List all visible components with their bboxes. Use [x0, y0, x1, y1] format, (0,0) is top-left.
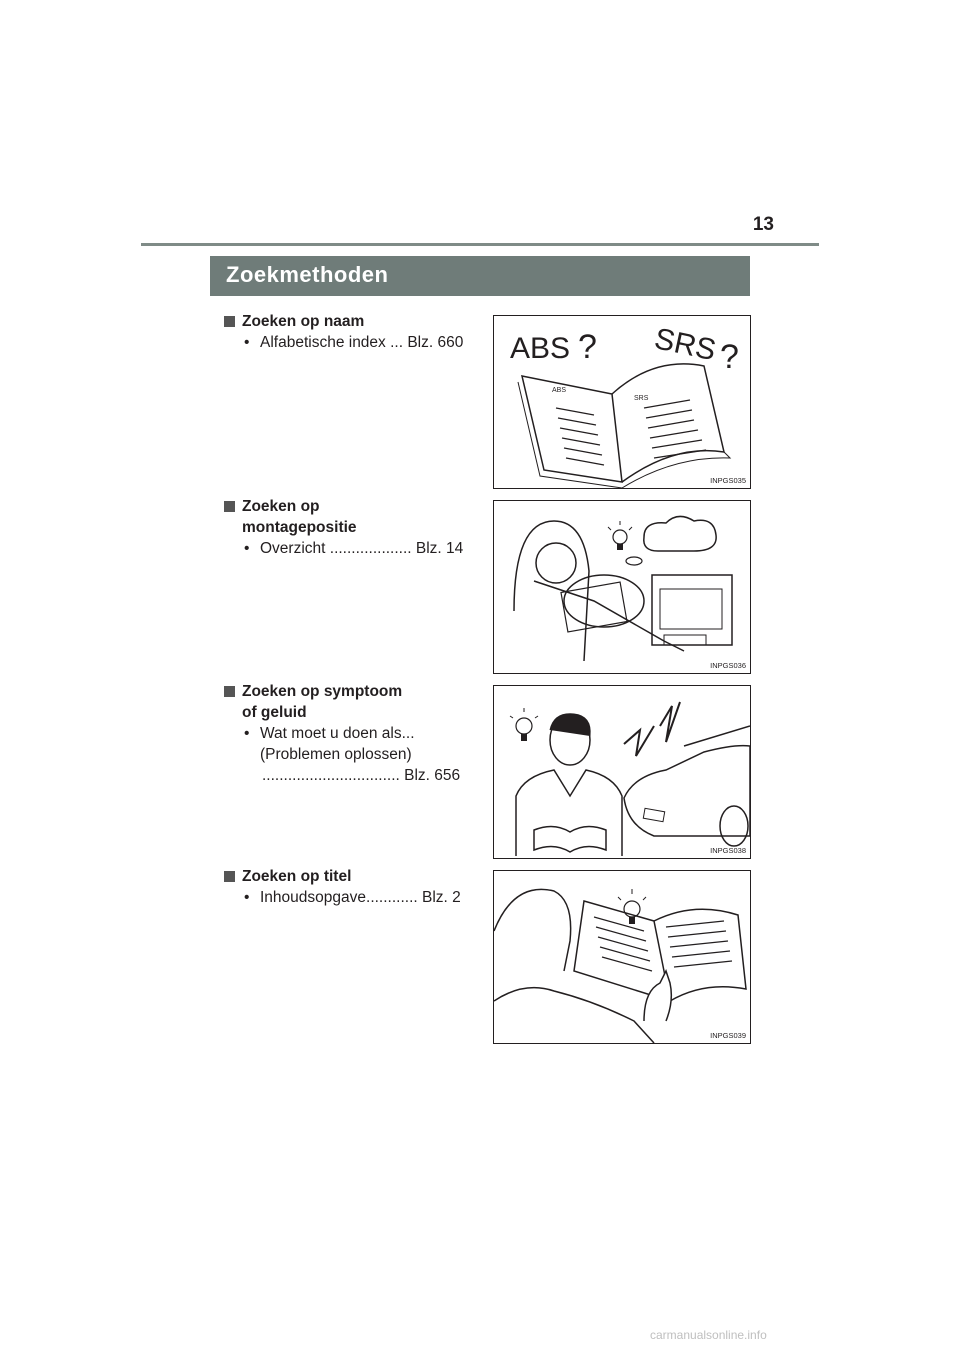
svg-text:ABS: ABS [510, 332, 571, 365]
entry-heading: Zoeken op naam [224, 311, 486, 332]
search-entry-name [224, 311, 486, 353]
square-bullet-icon [224, 871, 235, 882]
square-bullet-icon [224, 316, 235, 327]
figure-code: INPGS036 [710, 661, 746, 670]
man-car-icon [494, 686, 750, 858]
figure-code: INPGS039 [710, 1031, 746, 1040]
entry-item-reference: ................................ Blz. 656 [262, 767, 461, 784]
search-entry-position [224, 496, 486, 559]
entry-heading: Zoeken op montagepositie [224, 496, 486, 538]
figure-code: INPGS038 [710, 846, 746, 855]
reader-icon [494, 871, 750, 1043]
illustration-reader [493, 870, 751, 1044]
entry-item: • Overzicht ................... Blz. 14 [244, 540, 464, 557]
illustration-man-car [493, 685, 751, 859]
entry-item: • Wat moet u doen als... [244, 725, 415, 742]
search-entry-symptom [224, 681, 486, 786]
header-rule [141, 243, 819, 246]
entry-heading: Zoeken op symptoom of geluid [224, 681, 486, 723]
page-number: 13 [752, 214, 774, 235]
book-question-icon [494, 316, 750, 488]
svg-text:?: ? [578, 328, 597, 366]
entry-item: • Inhoudsopgave............ Blz. 2 [244, 889, 461, 906]
search-entry-title [224, 866, 486, 908]
illustration-driver [493, 500, 751, 674]
figure-code: INPGS035 [710, 476, 746, 485]
entry-item: • Alfabetische index ... Blz. 660 [244, 334, 464, 351]
illustration-open-book [493, 315, 751, 489]
square-bullet-icon [224, 686, 235, 697]
entry-heading: Zoeken op titel [224, 866, 486, 887]
section-header [210, 256, 750, 296]
svg-text:?: ? [720, 338, 739, 376]
svg-text:SRS: SRS [634, 395, 649, 402]
watermark: carmanualsonline.info [650, 1328, 767, 1342]
svg-text:SRS: SRS [651, 322, 719, 368]
section-title: Zoekmethoden [226, 262, 389, 287]
square-bullet-icon [224, 501, 235, 512]
driver-icon [494, 501, 750, 673]
svg-text:ABS: ABS [552, 387, 567, 394]
entry-item-continuation: (Problemen oplossen) [260, 746, 412, 763]
